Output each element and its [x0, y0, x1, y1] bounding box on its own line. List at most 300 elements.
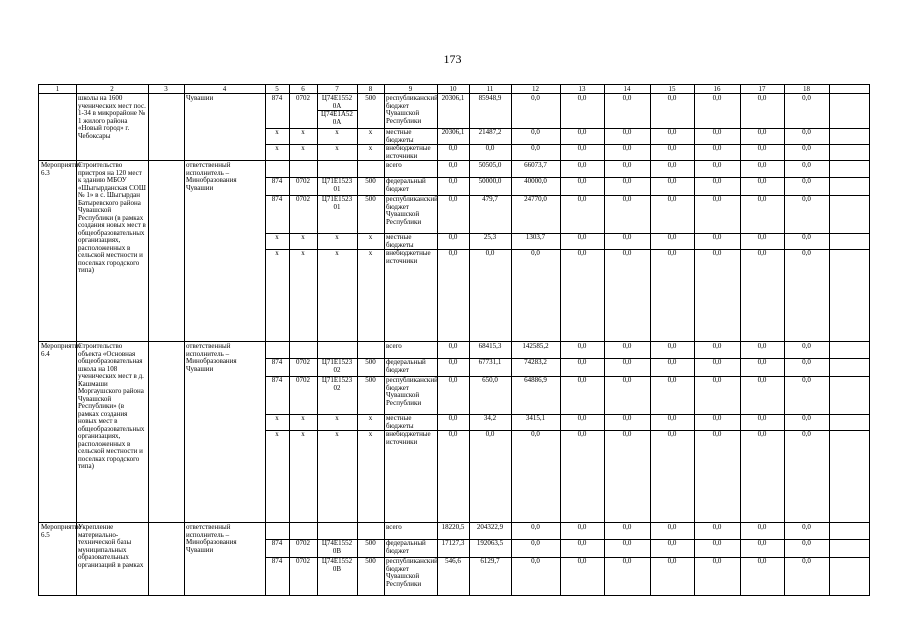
amount-cell: 0,0: [531, 249, 540, 257]
amount-cell: 0,0: [712, 249, 722, 257]
column-divider: [357, 94, 358, 160]
amount-cell: 0,0: [448, 358, 458, 366]
column-divider: [184, 94, 185, 160]
amount-cell: 0,0: [757, 249, 767, 257]
column-divider: [76, 94, 77, 160]
amount-cell: 0,0: [622, 195, 632, 203]
amount-cell: 0,0: [577, 539, 587, 547]
column-number: 6: [301, 85, 305, 93]
amount-cell: 0,0: [622, 539, 632, 547]
target-article-code: Ц74Е1552 0В: [321, 539, 353, 555]
expense-type-code: x: [368, 414, 373, 422]
amount-cell: 85948,9: [478, 94, 502, 102]
column-divider: [76, 161, 77, 341]
admin-code: x: [275, 128, 279, 136]
funding-source: внебюджетные источники: [386, 249, 431, 265]
page-number: 173: [443, 52, 462, 66]
amount-cell: 204322,9: [476, 523, 504, 531]
admin-code: 874: [271, 376, 283, 384]
column-divider: [384, 523, 385, 595]
amount-cell: 0,0: [448, 376, 458, 384]
admin-code: [267, 343, 287, 358]
amount-cell: 17127,3: [441, 539, 465, 547]
amount-cell: 0,0: [577, 342, 587, 350]
amount-cell: 0,0: [531, 128, 540, 136]
column-divider: [829, 342, 830, 522]
activity-code: Мероприятие 6.4: [41, 342, 82, 358]
admin-code: x: [275, 414, 279, 422]
amount-cell: 0,0: [802, 557, 811, 565]
expense-type-code: 500: [365, 557, 376, 565]
target-article-code: x: [335, 144, 339, 152]
amount-cell: 0,0: [577, 523, 587, 531]
amount-cell: 67731,1: [478, 358, 502, 366]
amount-cell: 0,0: [577, 177, 587, 185]
expense-type-code: x: [368, 249, 373, 257]
admin-code: [267, 162, 287, 177]
amount-cell: 0,0: [485, 430, 495, 438]
column-divider: [604, 94, 605, 160]
target-article-code: x: [335, 430, 339, 438]
amount-cell: 0,0: [712, 358, 722, 366]
amount-cell: 34,2: [483, 414, 497, 422]
amount-cell: 25,3: [483, 233, 497, 241]
amount-cell: 0,0: [577, 414, 587, 422]
column-divider: [694, 94, 695, 160]
section-code: 0702: [296, 94, 310, 102]
amount-cell: 21487,2: [478, 128, 502, 136]
amount-cell: 0,0: [577, 249, 587, 257]
amount-cell: 0,0: [712, 376, 722, 384]
column-number: 17: [758, 85, 766, 93]
amount-cell: 18220,5: [441, 523, 465, 531]
column-divider: [317, 342, 318, 522]
admin-code: 874: [271, 539, 283, 547]
column-divider: [560, 342, 561, 522]
target-article-code: Ц74Е1А52 0А: [321, 110, 353, 126]
column-number: 13: [578, 85, 586, 93]
target-article-code: [319, 343, 355, 358]
column-divider: [289, 342, 290, 522]
column-divider: [560, 94, 561, 160]
amount-cell: 0,0: [802, 414, 811, 422]
target-article-code: Ц71Е1523 01: [321, 195, 353, 211]
section-code: 0702: [296, 358, 310, 366]
amount-cell: 68415,3: [478, 342, 502, 350]
amount-cell: 0,0: [448, 342, 458, 350]
amount-cell: 0,0: [712, 539, 722, 547]
amount-cell: 0,0: [757, 161, 767, 169]
amount-cell: 50505,0: [478, 161, 502, 169]
amount-cell: 40000,0: [524, 177, 547, 185]
amount-cell: 0,0: [667, 342, 677, 350]
amount-cell: 0,0: [577, 195, 587, 203]
column-divider: [740, 94, 741, 160]
section-code: [291, 343, 315, 358]
column-divider: [265, 342, 266, 522]
amount-cell: 0,0: [448, 233, 458, 241]
column-divider: [384, 94, 385, 160]
amount-cell: 0,0: [712, 144, 722, 152]
column-divider: [784, 94, 785, 160]
funding-source: федеральный бюджет: [386, 358, 426, 374]
column-divider: [784, 161, 785, 341]
column-divider: [511, 523, 512, 595]
column-divider: [469, 161, 470, 341]
amount-cell: 0,0: [757, 128, 767, 136]
amount-cell: 0,0: [712, 94, 722, 102]
section-code: 0702: [296, 195, 310, 203]
admin-code: 874: [271, 94, 283, 102]
funding-source: местные бюджеты: [386, 414, 414, 430]
amount-cell: 0,0: [712, 342, 722, 350]
funding-source: республиканский бюджет Чувашской Республики: [386, 195, 438, 226]
column-divider: [829, 94, 830, 160]
expense-type-code: [359, 524, 382, 539]
column-divider: [184, 523, 185, 595]
admin-code: 874: [271, 195, 283, 203]
amount-cell: 0,0: [757, 376, 767, 384]
amount-cell: 64886,9: [524, 376, 547, 384]
responsible-executor: Чувашии: [186, 94, 214, 102]
column-number: 16: [713, 85, 721, 93]
column-divider: [740, 85, 741, 93]
budget-table: [38, 84, 870, 596]
funding-source: всего: [386, 342, 402, 350]
column-divider: [560, 161, 561, 341]
column-divider: [184, 161, 185, 341]
amount-cell: 0,0: [667, 144, 677, 152]
amount-cell: 0,0: [622, 177, 632, 185]
column-divider: [384, 85, 385, 93]
expense-type-code: 500: [365, 358, 376, 366]
column-divider: [829, 85, 830, 93]
column-number: 12: [532, 85, 539, 93]
amount-cell: 0,0: [667, 161, 677, 169]
column-divider: [289, 523, 290, 595]
column-divider: [437, 85, 438, 93]
admin-code: [267, 524, 287, 539]
expense-type-code: x: [368, 144, 373, 152]
amount-cell: 0,0: [577, 430, 587, 438]
column-divider: [694, 523, 695, 595]
amount-cell: 0,0: [448, 177, 458, 185]
funding-source: республиканский бюджет Чувашской Республики: [386, 376, 438, 407]
amount-cell: 0,0: [667, 523, 677, 531]
amount-cell: 0,0: [802, 177, 811, 185]
amount-cell: 546,6: [445, 557, 461, 565]
amount-cell: 0,0: [577, 376, 587, 384]
target-article-code: Ц71Е1523 02: [321, 358, 353, 374]
target-article-code: Ц74Е1552 0А: [321, 94, 353, 110]
column-divider: [560, 85, 561, 93]
column-number: 14: [623, 85, 631, 93]
expense-type-code: 500: [365, 177, 376, 185]
amount-cell: 0,0: [802, 144, 811, 152]
amount-cell: 0,0: [667, 128, 677, 136]
target-article-code: x: [335, 128, 339, 136]
amount-cell: 0,0: [757, 414, 767, 422]
admin-code: 874: [271, 177, 283, 185]
amount-cell: 0,0: [448, 414, 458, 422]
table-block: [39, 161, 869, 342]
amount-cell: 0,0: [802, 539, 811, 547]
amount-cell: 0,0: [448, 249, 458, 257]
amount-cell: 0,0: [622, 94, 632, 102]
section-code: 0702: [296, 539, 310, 547]
activity-code: [41, 95, 74, 160]
amount-cell: 650,0: [482, 376, 498, 384]
column-divider: [469, 85, 470, 93]
amount-cell: 0,0: [802, 161, 811, 169]
section-code: x: [301, 233, 305, 241]
target-article-code: x: [335, 414, 339, 422]
expense-type-code: 500: [365, 376, 376, 384]
amount-cell: 0,0: [531, 94, 540, 102]
amount-cell: 0,0: [448, 430, 458, 438]
column-number: 3: [164, 85, 168, 93]
amount-cell: 142585,2: [522, 342, 549, 350]
funding-source: федеральный бюджет: [386, 539, 426, 555]
column-divider: [511, 342, 512, 522]
column-divider: [784, 85, 785, 93]
amount-cell: 0,0: [622, 414, 632, 422]
amount-cell: 0,0: [667, 414, 677, 422]
column-divider: [560, 523, 561, 595]
amount-cell: 0,0: [577, 128, 587, 136]
amount-cell: 74283,2: [524, 358, 547, 366]
amount-cell: 0,0: [757, 430, 767, 438]
admin-code: x: [275, 144, 279, 152]
amount-cell: 0,0: [802, 358, 811, 366]
table-block: [39, 523, 869, 596]
amount-cell: 0,0: [667, 233, 677, 241]
expense-type-code: [359, 162, 382, 177]
target-article-code: [319, 162, 355, 177]
amount-cell: 0,0: [757, 358, 767, 366]
amount-cell: 0,0: [667, 539, 677, 547]
column-divider: [740, 342, 741, 522]
amount-cell: 0,0: [531, 557, 540, 565]
amount-cell: 0,0: [622, 430, 632, 438]
amount-cell: 0,0: [757, 539, 767, 547]
table-block: [39, 342, 869, 523]
column-divider: [604, 161, 605, 341]
amount-cell: 0,0: [622, 376, 632, 384]
column-divider: [265, 94, 266, 160]
column-divider: [289, 161, 290, 341]
column-divider: [289, 94, 290, 160]
amount-cell: 0,0: [485, 144, 495, 152]
funding-source: федеральный бюджет: [386, 177, 426, 193]
amount-cell: 0,0: [622, 128, 632, 136]
amount-cell: 0,0: [802, 195, 811, 203]
activity-code: Мероприятие 6.5: [41, 523, 82, 539]
amount-cell: 0,0: [757, 94, 767, 102]
section-code: x: [301, 430, 305, 438]
target-article-code: [319, 524, 355, 539]
column-divider: [148, 94, 149, 160]
amount-cell: 0,0: [622, 249, 632, 257]
amount-cell: 0,0: [531, 539, 540, 547]
expense-type-code: x: [368, 128, 373, 136]
column-divider: [784, 523, 785, 595]
amount-cell: 0,0: [448, 144, 458, 152]
amount-cell: 0,0: [622, 233, 632, 241]
column-number-header: [39, 85, 869, 94]
column-divider: [148, 85, 149, 93]
column-divider: [604, 342, 605, 522]
expense-type-code: x: [368, 430, 373, 438]
amount-cell: 0,0: [712, 430, 722, 438]
amount-cell: 0,0: [531, 523, 540, 531]
column-divider: [317, 523, 318, 595]
column-divider: [384, 342, 385, 522]
column-divider: [265, 161, 266, 341]
column-divider: [604, 523, 605, 595]
expense-type-code: 500: [365, 195, 376, 203]
activity-name: Строительство пристроя на 120 мест к зданию МБОУ «Шыгырданская СОШ № 1» в с. Шыгырдан Батыревского района Чувашской Республики (в рамках создания новых мест в общеобразовательных организациях, расположенных в сельской местности и поселках городского типа): [78, 161, 146, 274]
column-number: 7: [335, 85, 339, 93]
amount-cell: 0,0: [622, 358, 632, 366]
column-divider: [357, 523, 358, 595]
column-divider: [694, 161, 695, 341]
column-divider: [357, 85, 358, 93]
column-divider: [148, 523, 149, 595]
amount-cell: 479,7: [482, 195, 498, 203]
amount-cell: 6129,7: [480, 557, 500, 565]
funding-source: внебюджетные источники: [386, 144, 431, 160]
column-number: 8: [368, 85, 373, 93]
amount-cell: 0,0: [712, 414, 722, 422]
amount-cell: 3415,1: [525, 414, 546, 422]
column-number: 5: [275, 85, 279, 93]
amount-cell: 0,0: [531, 430, 540, 438]
activity-name: Строительство объекта «Основная общеобразовательная школа на 108 ученических мест в д. Кашмаши Моргаушского района Чувашской Республики» (в рамках создания новых мест в общеобразовательных организациях, расположенных в сельской местности и поселках городского типа): [78, 342, 145, 470]
expense-type-code: x: [368, 233, 373, 241]
column-divider: [784, 342, 785, 522]
amount-cell: 0,0: [712, 128, 722, 136]
amount-cell: 0,0: [757, 342, 767, 350]
admin-code: x: [275, 233, 279, 241]
amount-cell: 0,0: [667, 557, 677, 565]
column-divider: [650, 85, 651, 93]
column-divider: [317, 85, 318, 93]
amount-cell: 0,0: [667, 430, 677, 438]
target-article-code: Ц71Е1523 01: [321, 177, 353, 193]
amount-cell: 0,0: [802, 233, 811, 241]
responsible-executor: ответственный исполнитель – Минобразования Чувашии: [186, 161, 237, 192]
amount-cell: 0,0: [448, 195, 458, 203]
section-code: 0702: [296, 557, 310, 565]
column-divider: [650, 161, 651, 341]
amount-cell: 0,0: [712, 177, 722, 185]
activity-code: Мероприятие 6.3: [41, 161, 82, 177]
funding-source: всего: [386, 523, 402, 531]
section-code: [291, 162, 315, 177]
amount-cell: 0,0: [757, 233, 767, 241]
amount-cell: 0,0: [802, 94, 811, 102]
column-number: 10: [449, 85, 457, 93]
column-divider: [740, 523, 741, 595]
amount-cell: 0,0: [667, 177, 677, 185]
amount-cell: 0,0: [622, 144, 632, 152]
column-divider: [317, 161, 318, 341]
amount-cell: 20306,1: [441, 94, 465, 102]
column-divider: [265, 85, 266, 93]
amount-cell: 0,0: [667, 94, 677, 102]
column-number: 1: [55, 85, 60, 93]
amount-cell: 0,0: [485, 249, 495, 257]
target-article-code: Ц74Е1552 0В: [321, 557, 353, 573]
amount-cell: 50000,0: [478, 177, 502, 185]
section-code: 0702: [296, 177, 310, 185]
target-article-code: x: [335, 249, 339, 257]
amount-cell: 0,0: [577, 94, 587, 102]
amount-cell: 0,0: [757, 523, 767, 531]
column-number: 4: [222, 85, 227, 93]
activity-name: школы на 1600 ученических мест пос. 1-34 в микрорайоне № 1 жилого района «Новый город» г. Чебоксары: [78, 94, 146, 140]
amount-cell: 0,0: [802, 342, 811, 350]
amount-cell: 0,0: [712, 557, 722, 565]
column-divider: [511, 161, 512, 341]
column-number: 9: [408, 85, 413, 93]
amount-cell: 0,0: [802, 128, 811, 136]
amount-cell: 0,0: [712, 161, 722, 169]
column-divider: [829, 523, 830, 595]
column-divider: [740, 161, 741, 341]
column-divider: [437, 161, 438, 341]
column-divider: [384, 161, 385, 341]
amount-cell: 0,0: [622, 523, 632, 531]
responsible-executor: ответственный исполнитель – Минобразования Чувашии: [186, 342, 237, 373]
column-divider: [650, 342, 651, 522]
amount-cell: 0,0: [531, 144, 540, 152]
column-number: 11: [486, 85, 494, 93]
section-code: 0702: [296, 376, 310, 384]
column-divider: [289, 85, 290, 93]
amount-cell: 0,0: [757, 557, 767, 565]
column-divider: [184, 342, 185, 522]
amount-cell: 0,0: [622, 557, 632, 565]
section-code: [291, 524, 315, 539]
admin-code: x: [275, 430, 279, 438]
column-divider: [650, 94, 651, 160]
section-code: x: [301, 128, 305, 136]
amount-cell: 0,0: [712, 195, 722, 203]
amount-cell: 0,0: [577, 358, 587, 366]
column-divider: [76, 523, 77, 595]
column-divider: [469, 523, 470, 595]
column-divider: [317, 94, 318, 160]
column-divider: [511, 85, 512, 93]
amount-cell: 0,0: [802, 376, 811, 384]
admin-code: 874: [271, 557, 283, 565]
amount-cell: 0,0: [577, 557, 587, 565]
column-divider: [511, 94, 512, 160]
column-number: 15: [668, 85, 676, 93]
column-divider: [650, 523, 651, 595]
column-divider: [76, 342, 77, 522]
amount-cell: 66073,7: [524, 161, 547, 169]
column-divider: [469, 94, 470, 160]
amount-cell: 0,0: [757, 195, 767, 203]
admin-code: 874: [271, 358, 283, 366]
column-divider: [469, 342, 470, 522]
target-article-code: x: [335, 233, 339, 241]
amount-cell: 0,0: [712, 233, 722, 241]
amount-cell: 0,0: [757, 144, 767, 152]
